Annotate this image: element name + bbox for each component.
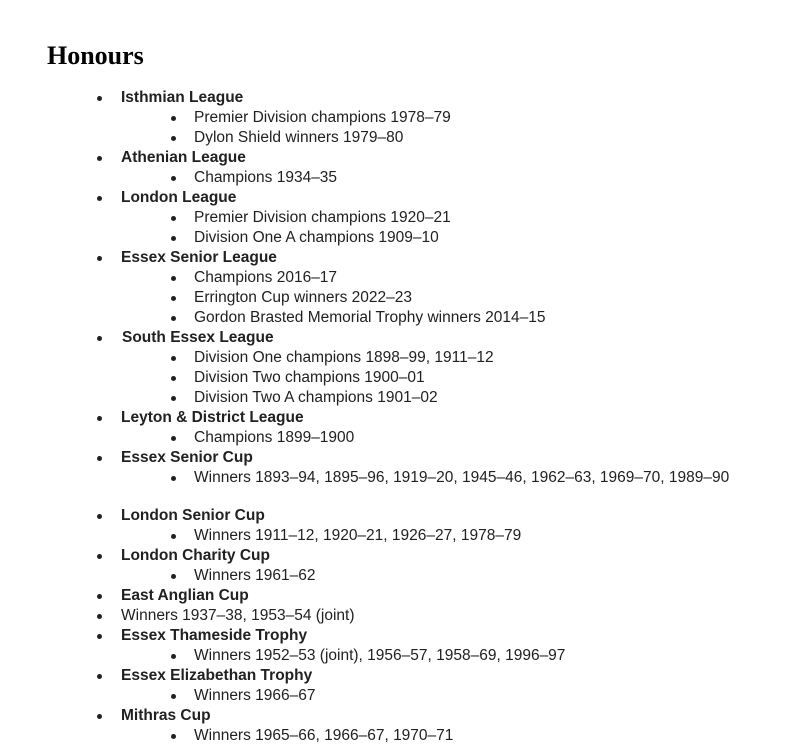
- honour-item: [0, 228, 787, 248]
- bullet-icon: [97, 196, 102, 201]
- honour-item: [0, 468, 787, 506]
- honour-item: [0, 368, 787, 388]
- bullet-icon: [97, 674, 102, 679]
- honour-item: [0, 348, 787, 368]
- honours-list: [0, 88, 787, 746]
- bullet-icon: [97, 96, 102, 101]
- bullet-icon: [171, 276, 176, 281]
- bullet-icon: [171, 296, 176, 301]
- competition-name[interactable]: Essex Senior League: [121, 249, 277, 266]
- competition-item: [0, 606, 787, 626]
- honour-text: Errington Cup winners 2022–23: [194, 289, 412, 306]
- honour-item: [0, 428, 787, 448]
- honour-item: [0, 268, 787, 288]
- honour-text: Champions 2016–17: [194, 269, 338, 286]
- bullet-icon: [97, 416, 102, 421]
- honour-item: [0, 108, 787, 128]
- honour-text: Winners 1965–66, 1966–67, 1970–71: [194, 727, 454, 744]
- bullet-icon: [171, 236, 176, 241]
- honour-text: Champions 1899–1900: [194, 429, 355, 446]
- honour-item: [0, 308, 787, 328]
- bullet-icon: [97, 256, 102, 261]
- bullet-icon: [97, 594, 102, 599]
- competition-name[interactable]: Essex Senior Cup: [121, 449, 253, 466]
- bullet-icon: [171, 654, 176, 659]
- bullet-icon: [171, 574, 176, 579]
- honour-text: Winners 1952–53 (joint), 1956–57, 1958–69, 1996–97: [194, 647, 566, 664]
- honour-item: [0, 686, 787, 706]
- bullet-icon: [171, 376, 176, 381]
- honour-text: Winners 1937–38, 1953–54 (joint): [121, 607, 355, 624]
- bullet-icon: [97, 514, 102, 519]
- honour-text: Division One A champions 1909–10: [194, 229, 439, 246]
- honour-text: Winners 1911–12, 1920–21, 1926–27, 1978–79: [194, 527, 522, 544]
- competition-name[interactable]: Leyton & District League: [121, 409, 304, 426]
- bullet-icon: [97, 634, 102, 639]
- competition-name[interactable]: East Anglian Cup: [121, 587, 249, 604]
- competition-item: [0, 546, 787, 566]
- bullet-icon: [97, 614, 102, 619]
- competition-name[interactable]: Mithras Cup: [121, 707, 211, 724]
- competition-item: [0, 148, 787, 168]
- bullet-icon: [171, 116, 176, 121]
- competition-item: [0, 626, 787, 646]
- bullet-icon: [97, 714, 102, 719]
- bullet-icon: [171, 176, 176, 181]
- honour-text: Winners 1961–62: [194, 567, 316, 584]
- honour-text: Division Two champions 1900–01: [194, 369, 425, 386]
- competition-name[interactable]: Essex Thameside Trophy: [121, 627, 308, 644]
- bullet-icon: [171, 136, 176, 141]
- honour-text: Division Two A champions 1901–02: [194, 389, 438, 406]
- honour-text: Premier Division champions 1920–21: [194, 209, 451, 226]
- honour-text: Winners 1893–94, 1895–96, 1919–20, 1945–46, 1962–63, 1969–70, 1989–90: [194, 469, 730, 486]
- competition-name[interactable]: Essex Elizabethan Trophy: [121, 667, 313, 684]
- honour-text: Winners 1966–67: [194, 687, 316, 704]
- honour-item: [0, 566, 787, 586]
- competition-item: [0, 248, 787, 268]
- bullet-icon: [97, 156, 102, 161]
- competition-name[interactable]: Isthmian League: [121, 89, 244, 106]
- bullet-icon: [171, 436, 176, 441]
- competition-item: [0, 706, 787, 726]
- competition-name[interactable]: South Essex League: [122, 329, 274, 346]
- bullet-icon: [171, 356, 176, 361]
- competition-item: [0, 448, 787, 468]
- honour-item: [0, 388, 787, 408]
- honour-item: [0, 726, 787, 746]
- honour-item: [0, 526, 787, 546]
- competition-name[interactable]: Athenian League: [121, 149, 246, 166]
- competition-item: [0, 328, 787, 348]
- competition-name[interactable]: London Senior Cup: [121, 507, 265, 524]
- bullet-icon: [97, 336, 102, 341]
- competition-item: [0, 586, 787, 606]
- competition-name[interactable]: London Charity Cup: [121, 547, 270, 564]
- honour-item: [0, 128, 787, 148]
- honour-item: [0, 288, 787, 308]
- competition-item: [0, 88, 787, 108]
- competition-name[interactable]: London League: [121, 189, 237, 206]
- section-heading: Honours: [47, 41, 144, 70]
- bullet-icon: [171, 534, 176, 539]
- bullet-icon: [171, 396, 176, 401]
- honour-item: [0, 646, 787, 666]
- bullet-icon: [97, 554, 102, 559]
- bullet-icon: [171, 476, 176, 481]
- bullet-icon: [171, 694, 176, 699]
- honour-item: [0, 208, 787, 228]
- bullet-icon: [171, 734, 176, 739]
- honour-text: Division One champions 1898–99, 1911–12: [194, 349, 494, 366]
- honour-item: [0, 168, 787, 188]
- honour-text: Dylon Shield winners 1979–80: [194, 129, 404, 146]
- competition-item: [0, 506, 787, 526]
- bullet-icon: [97, 456, 102, 461]
- honour-text: Champions 1934–35: [194, 169, 338, 186]
- bullet-icon: [171, 216, 176, 221]
- competition-item: [0, 666, 787, 686]
- honour-text: Premier Division champions 1978–79: [194, 109, 451, 126]
- competition-item: [0, 408, 787, 428]
- bullet-icon: [171, 316, 176, 321]
- competition-item: [0, 188, 787, 208]
- honour-text: Gordon Brasted Memorial Trophy winners 2014–15: [194, 309, 546, 326]
